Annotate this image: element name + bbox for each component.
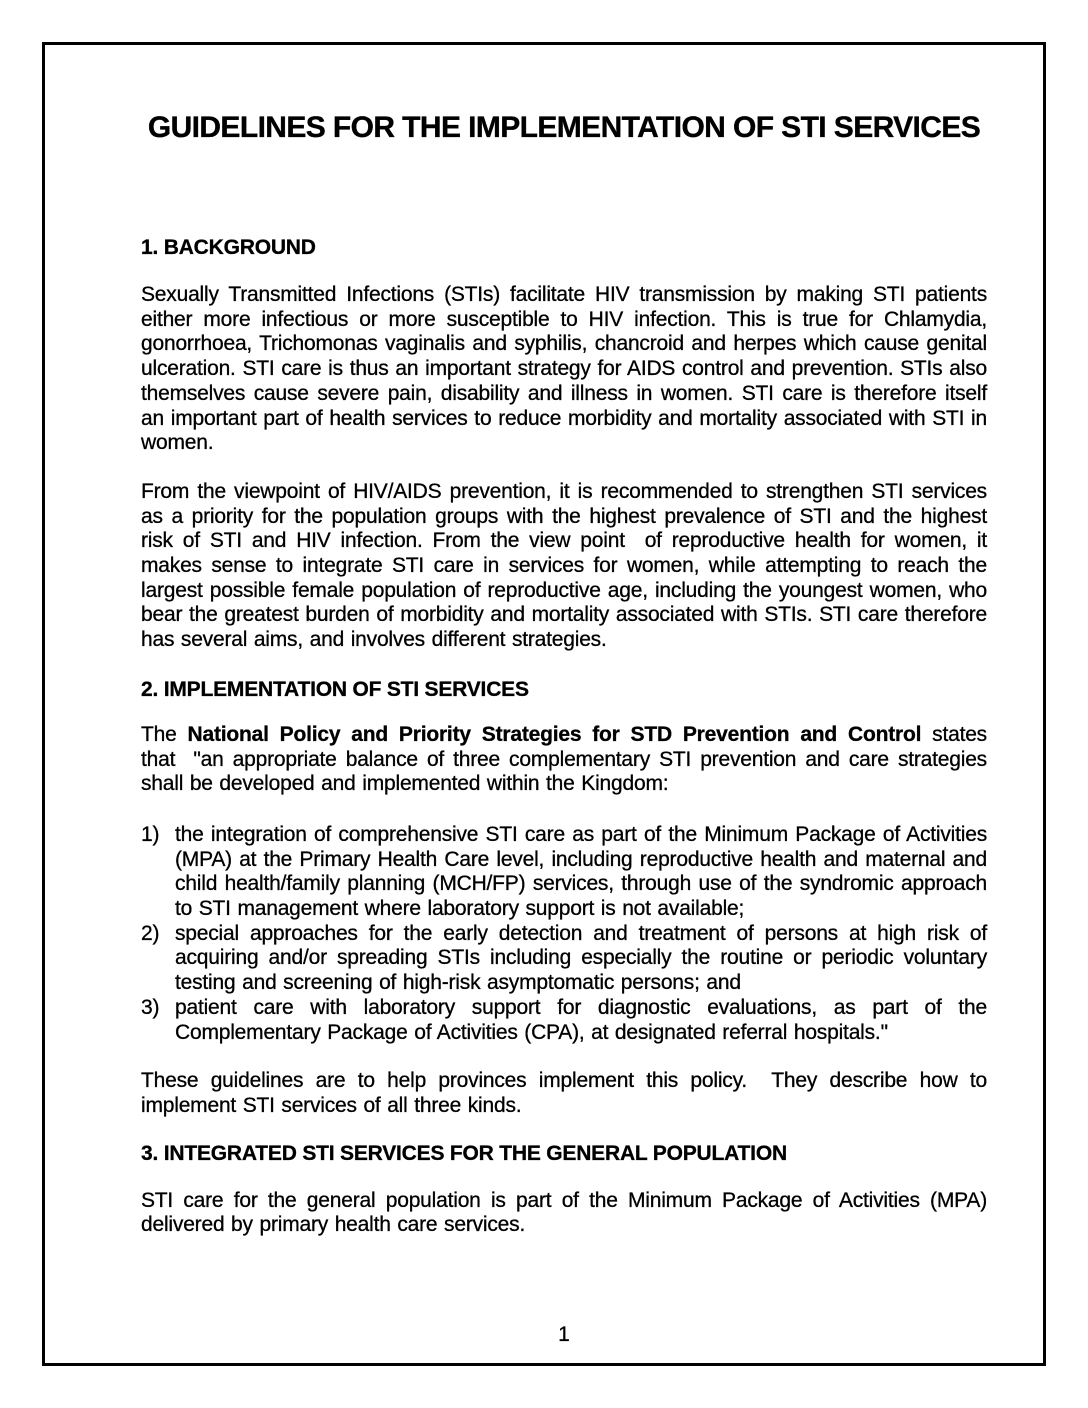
document-title: GUIDELINES FOR THE IMPLEMENTATION OF STI SERVICES <box>147 111 981 144</box>
list-item-2-marker: 2) <box>141 921 160 945</box>
list-item-1 <box>141 823 987 922</box>
section-2-heading: 2. IMPLEMENTATION OF STI SERVICES <box>141 677 529 701</box>
policy-intro-suffix: states that "an appropriate balance of three complementary STI prevention and care strategies shall be developed and implemented within the Kingdom: <box>141 722 987 796</box>
list-item-3-marker: 3) <box>141 995 160 1019</box>
list-item-3-text: patient care with laboratory support for diagnostic evaluations, as part of the Complementary Package of Activities (CPA), at designated referral hospitals." <box>175 995 987 1044</box>
section-1-heading: 1. BACKGROUND <box>141 236 316 259</box>
document-content <box>45 45 1043 1363</box>
strategy-list <box>141 823 987 1045</box>
background-paragraph-2: From the viewpoint of HIV/AIDS prevention, it is recommended to strengthen STI services as a priority for the population groups with the highest prevalence of STI and the highest risk of STI and HIV infection. From the view point of reproductive health for women, it makes sense to integrate STI care in services for women, while attempting to reach the largest possible female population of reproductive age, including the youngest women, who bear the greatest burden of morbidity and mortality associated with STIs. STI care therefore has several aims, and involves different strategies. <box>141 479 987 652</box>
policy-intro-prefix: The <box>141 722 188 746</box>
guidelines-closing-paragraph: These guidelines are to help provinces implement this policy. They describe how to implement STI services of all three kinds. <box>141 1069 987 1117</box>
policy-intro-paragraph <box>141 723 987 797</box>
section-3-heading: 3. INTEGRATED STI SERVICES FOR THE GENERAL POPULATION <box>141 1141 787 1165</box>
list-item-2-text: special approaches for the early detection and treatment of persons at high risk of acquiring and/or spreading STIs including especially the routine or periodic voluntary testing and screening of high-risk asymptomatic persons; and <box>175 921 987 995</box>
policy-title-bold: National Policy and Priority Strategies for STD Prevention and Control <box>187 722 922 746</box>
background-paragraph-1: Sexually Transmitted Infections (STIs) facilitate HIV transmission by making STI patients either more infectious or more susceptible to HIV infection. This is true for Chlamydia, gonorrhoea, Trichomonas vaginalis and syphilis, chancroid and herpes which cause genital ulceration. STI care is thus an important strategy for AIDS control and prevention. STIs also themselves cause severe pain, disability and illness in women. STI care is therefore itself an important part of health services to reduce morbidity and mortality associated with STI in women. <box>141 283 987 455</box>
general-population-paragraph: STI care for the general population is part of the Minimum Package of Activities (MPA) delivered by primary health care services. <box>141 1188 987 1237</box>
document-page <box>42 42 1046 1366</box>
list-item-1-marker: 1) <box>141 822 160 846</box>
list-item-1-text: the integration of comprehensive STI care as part of the Minimum Package of Activities (MPA) at the Primary Health Care level, including reproductive health and maternal and child health/family planning (MCH/FP) services, through use of the syndromic approach to STI management where laboratory support is not available; <box>175 822 987 921</box>
list-item-2 <box>141 922 987 996</box>
page-number: 1 <box>558 1323 570 1346</box>
list-item-3 <box>141 996 987 1045</box>
